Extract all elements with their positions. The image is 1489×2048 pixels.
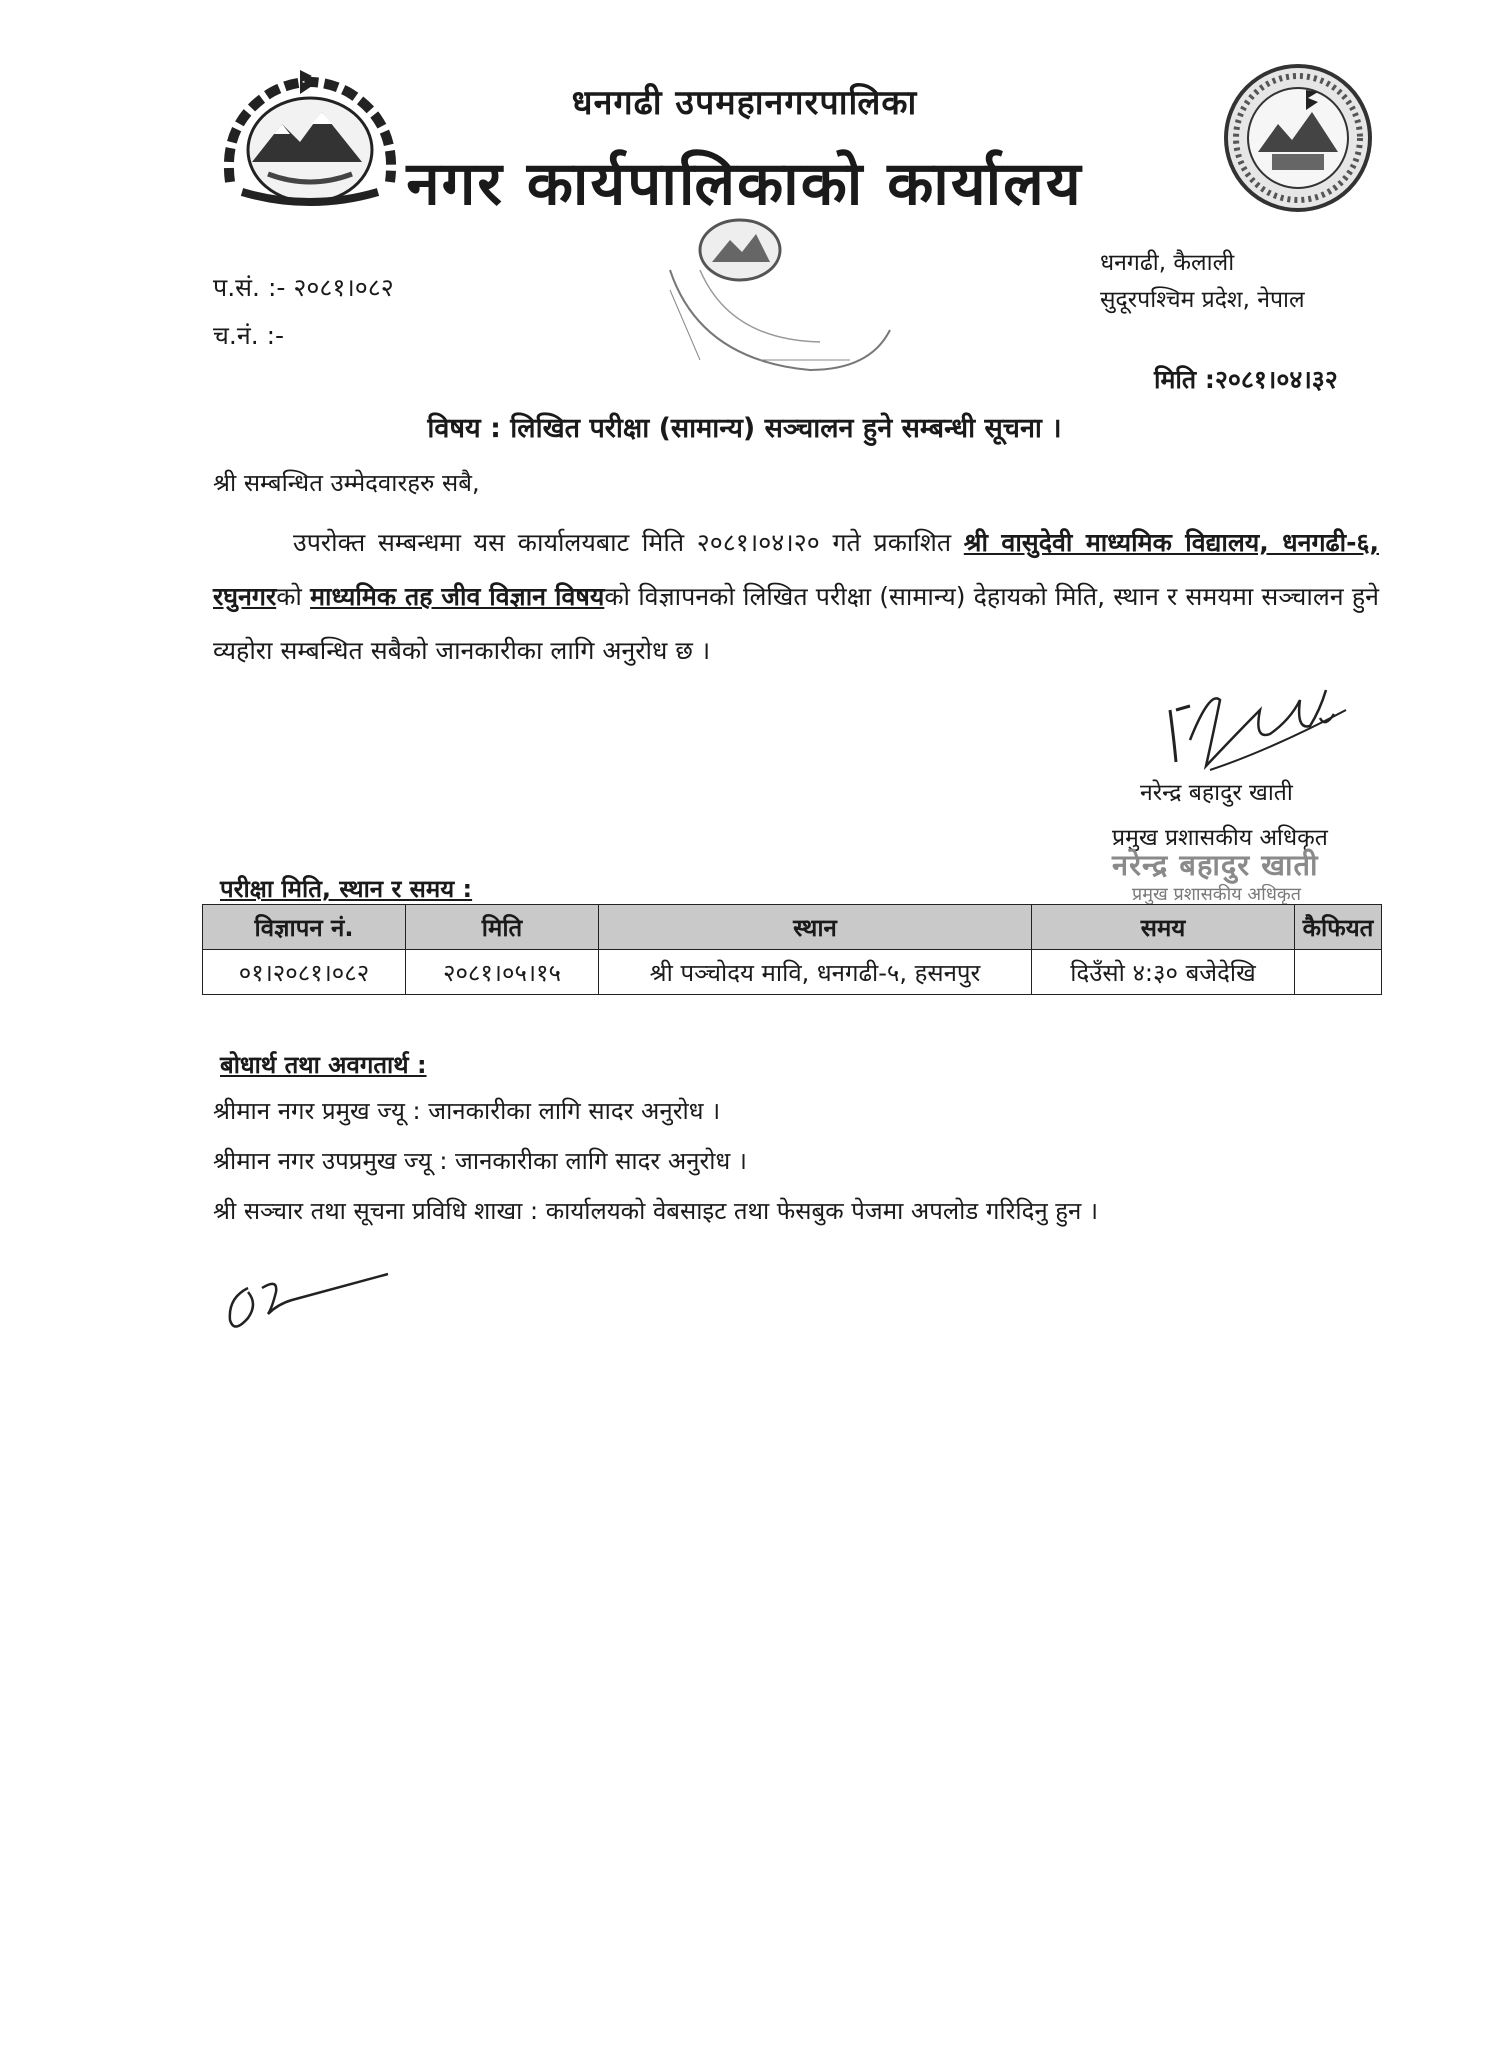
schedule-heading: परीक्षा मिति, स्थान र समय :	[220, 875, 473, 903]
body-text-3: को विज्ञापनको लिखित परीक्षा (सामान्य) देहायको मिति, स्थान र समयमा सञ्चालन हुने व्यहोरा सम्बन्धित सबैको जानकारीका लागि अनुरोध छ ।	[213, 582, 1380, 665]
municipality-seal-logo	[1222, 62, 1374, 214]
cell-time: दिउँसो ४:३० बजेदेखि	[1032, 950, 1295, 995]
col-header-date: मिति	[406, 905, 599, 950]
salutation: श्री सम्बन्धित उम्मेदवारहरु सबै,	[213, 469, 480, 497]
seal-title-stamp: प्रमुख प्रशासकीय अधिकृत	[1132, 884, 1301, 905]
cell-date: २०८१।०५।१५	[406, 950, 599, 995]
signature	[1150, 670, 1350, 780]
signatory-title: प्रमुख प्रशासकीय अधिकृत	[1112, 825, 1328, 851]
address-line-1: धनगढी, कैलाली	[1100, 250, 1235, 276]
municipality-name: धनगढी उपमहानगरपालिका	[571, 83, 918, 123]
school-name: श्री वासुदेवी माध्यमिक विद्यालय, धनगढी-६, रघुनगर	[213, 528, 1379, 611]
exam-schedule-table	[202, 904, 1382, 995]
reference-number: प.सं. :- २०८१।०८२	[213, 273, 394, 302]
initial-scribble	[218, 1248, 398, 1338]
table-header-row	[203, 905, 1382, 950]
seal-name-stamp: नरेन्द्र बहादुर खाती	[1112, 848, 1319, 882]
cc-heading: बोधार्थ तथा अवगतार्थ :	[220, 1051, 427, 1079]
office-title: नगर कार्यपालिकाको कार्यालय	[406, 149, 1083, 219]
subject-line: विषय : लिखित परीक्षा (सामान्य) सञ्चालन हुने सम्बन्धी सूचना ।	[427, 413, 1062, 444]
cell-advert-no: ०१।२०८१।०८२	[203, 950, 406, 995]
signatory-name: नरेन्द्र बहादुर खाती	[1140, 780, 1293, 806]
cc-line-mayor: श्रीमान नगर प्रमुख ज्यू : जानकारीका लागि सादर अनुरोध ।	[213, 1097, 721, 1125]
address-line-2: सुदूरपश्चिम प्रदेश, नेपाल	[1100, 287, 1305, 313]
col-header-advert-no: विज्ञापन नं.	[203, 905, 406, 950]
cc-line-it-section: श्री सञ्चार तथा सूचना प्रविधि शाखा : कार्यालयको वेबसाइट तथा फेसबुक पेजमा अपलोड गरिदिनु हुन ।	[213, 1197, 1099, 1225]
letter-date: मिति :२०८१।०४।३२	[1154, 365, 1338, 394]
body-text-2: को	[276, 582, 311, 611]
col-header-remarks: कैफियत	[1295, 905, 1382, 950]
cell-venue: श्री पञ्चोदय मावि, धनगढी-५, हसनपुर	[599, 950, 1032, 995]
position-name: माध्यमिक तह जीव विज्ञान विषय	[310, 582, 605, 611]
col-header-venue: स्थान	[599, 905, 1032, 950]
col-header-time: समय	[1032, 905, 1295, 950]
cell-remarks	[1295, 950, 1382, 995]
table-row	[203, 950, 1382, 995]
body-text-1: उपरोक्त सम्बन्धमा यस कार्यालयबाट मिति २०८१।०४।२० गते प्रकाशित	[293, 528, 964, 557]
cc-line-deputy-mayor: श्रीमान नगर उपप्रमुख ज्यू : जानकारीका लागि सादर अनुरोध ।	[213, 1147, 747, 1175]
dispatch-number: च.नं. :-	[213, 321, 285, 350]
office-stamp	[640, 210, 910, 390]
body-paragraph	[213, 516, 1379, 678]
